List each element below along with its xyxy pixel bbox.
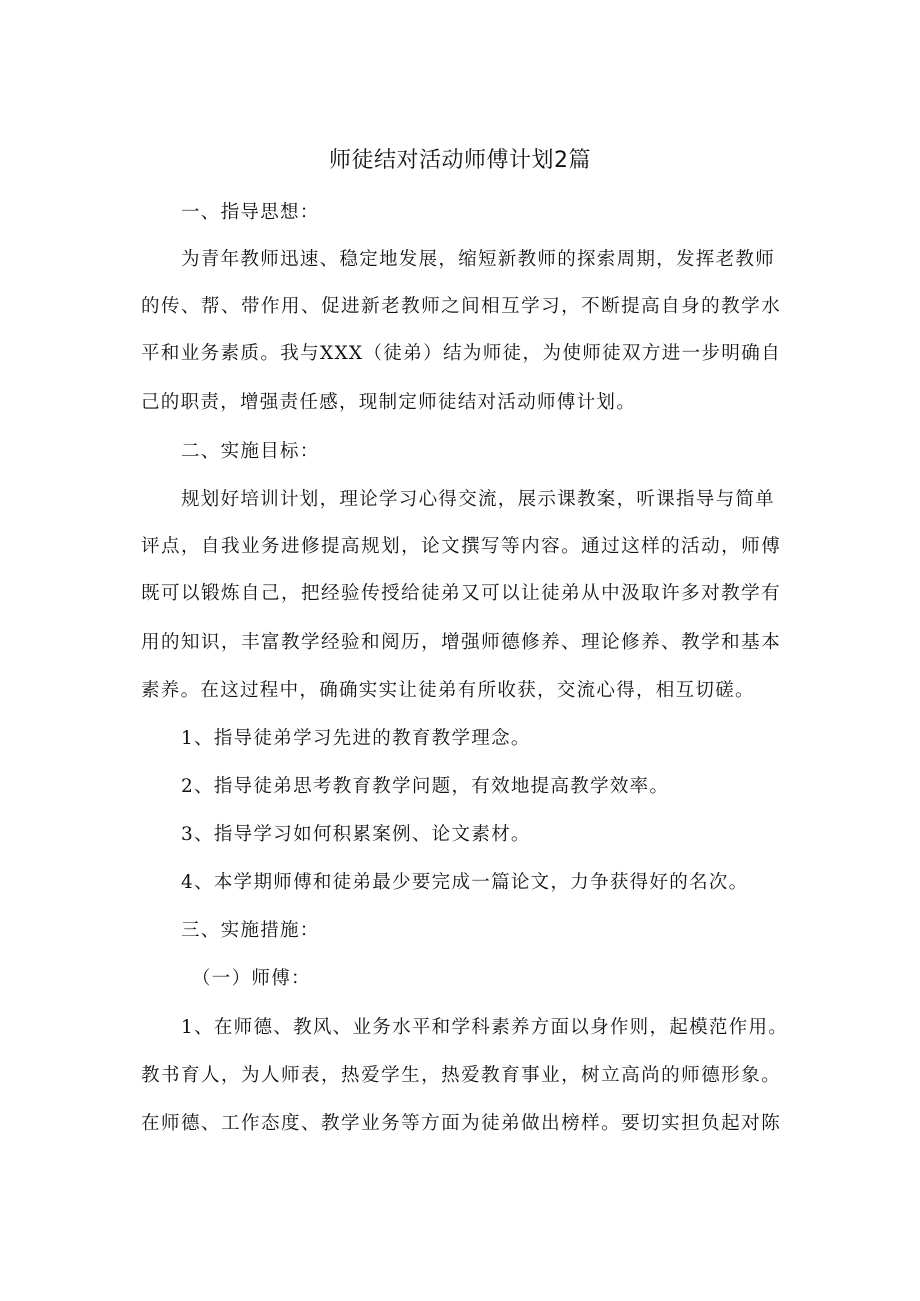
subsection-heading-master: （一）师傅： bbox=[192, 968, 311, 989]
list-item: 2、指导徒弟思考教育教学问题，有效地提高教学效率。 bbox=[181, 776, 670, 797]
paragraph-line: 用的知识，丰富教学经验和阅历，增强师德修养、理论修养、教学和基本 bbox=[141, 632, 781, 653]
paragraph-line: 己的职责，增强责任感，现制定师徒结对活动师傅计划。 bbox=[141, 392, 637, 413]
section-heading-guiding-thought: 一、指导思想： bbox=[181, 202, 320, 223]
list-item: 4、本学期师傅和徒弟最少要完成一篇论文，力争获得好的名次。 bbox=[181, 872, 749, 893]
list-item: 1、指导徒弟学习先进的教育教学理念。 bbox=[181, 728, 531, 749]
paragraph-line: 评点，自我业务进修提高规划，论文撰写等内容。通过这样的活动，师傅 bbox=[141, 536, 781, 557]
paragraph-line: 1、在师德、教风、业务水平和学科素养方面以身作则，起模范作用。 bbox=[181, 1017, 789, 1038]
section-heading-measures: 三、实施措施： bbox=[181, 920, 320, 941]
paragraph-line: 既可以锻炼自己，把经验传授给徒弟又可以让徒弟从中汲取许多对教学有 bbox=[141, 583, 781, 604]
paragraph-line: 在师德、工作态度、教学业务等方面为徒弟做出榜样。要切实担负起对陈 bbox=[141, 1113, 781, 1134]
paragraph-line: 规划好培训计划，理论学习心得交流，展示课教案，听课指导与简单 bbox=[181, 489, 776, 510]
paragraph-line: 素养。在这过程中，确确实实让徒弟有所收获，交流心得，相互切磋。 bbox=[141, 680, 755, 701]
paragraph-line: 教书育人，为人师表，热爱学生，热爱教育事业，树立高尚的师德形象。 bbox=[141, 1065, 781, 1086]
paragraph-line: 的传、帮、带作用、促进新老教师之间相互学习，不断提高自身的教学水 bbox=[141, 296, 781, 317]
paragraph-line: 平和业务素质。我与XXX（徒弟）结为师徒，为使师徒双方进一步明确自 bbox=[141, 343, 781, 364]
document-title: 师徒结对活动师傅计划2篇 bbox=[329, 148, 591, 173]
section-heading-goals: 二、实施目标： bbox=[181, 441, 320, 462]
paragraph-line: 为青年教师迅速、稳定地发展，缩短新教师的探索周期，发挥老教师 bbox=[181, 249, 776, 270]
list-item: 3、指导学习如何积累案例、论文素材。 bbox=[181, 824, 531, 845]
